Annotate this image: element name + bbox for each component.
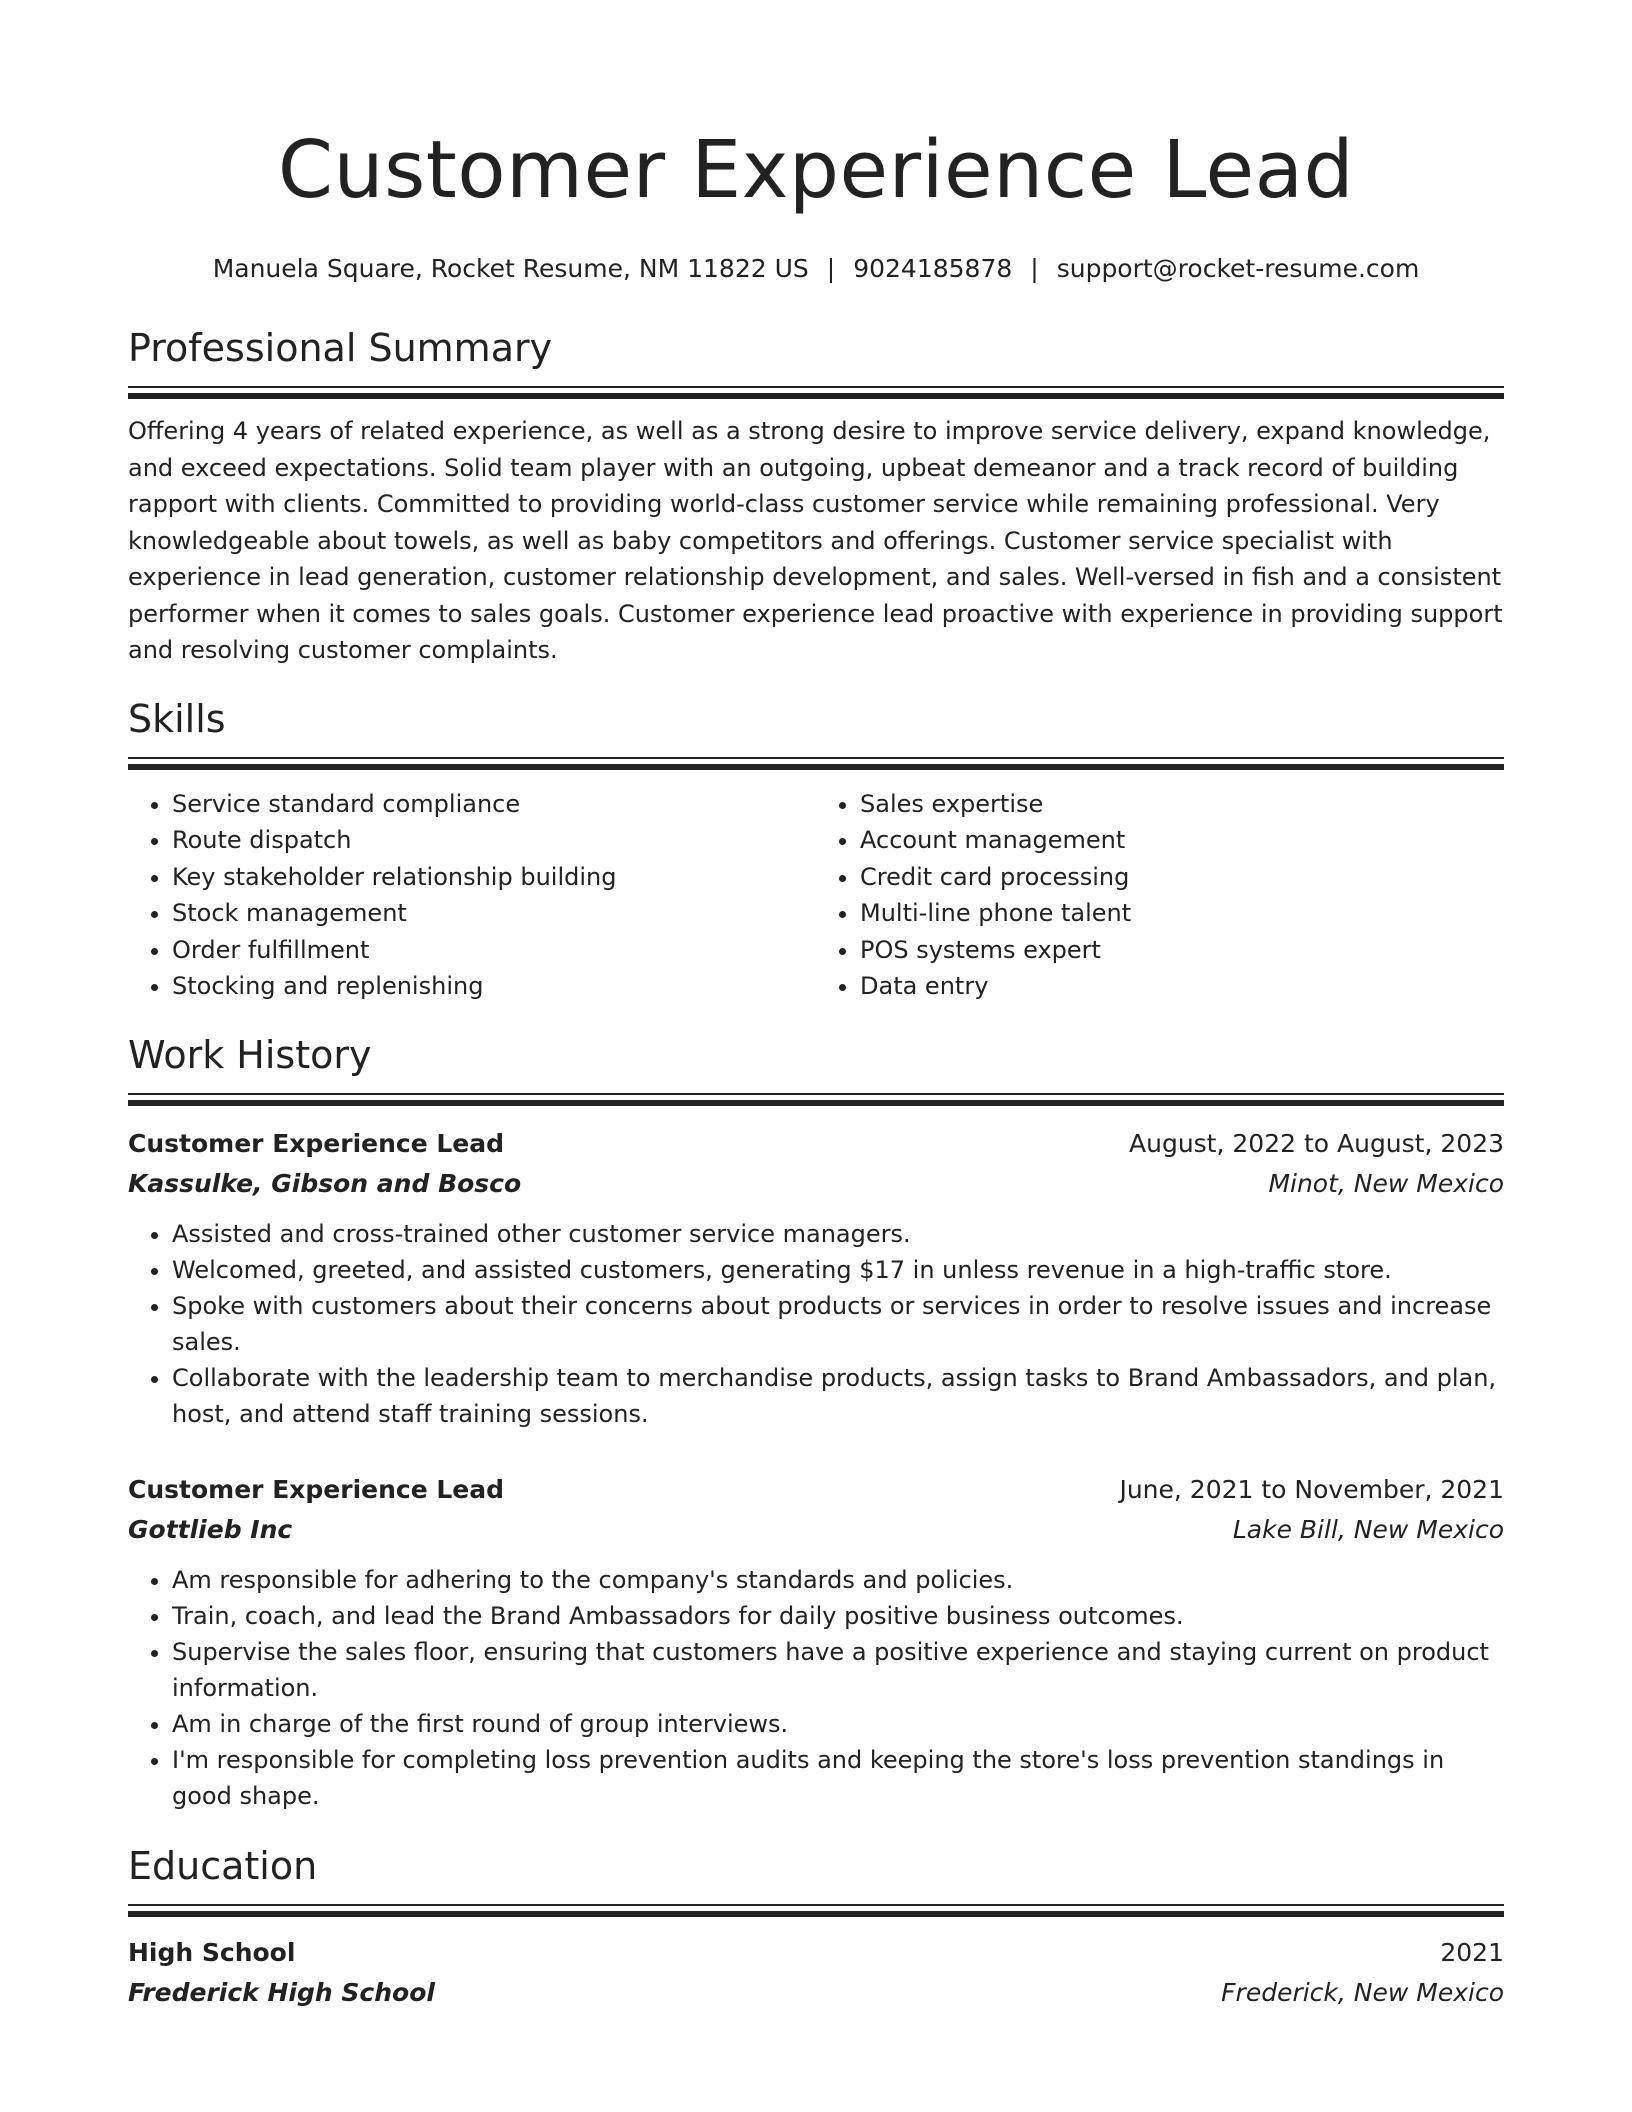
job-dates: August, 2022 to August, 2023 <box>1129 1128 1504 1158</box>
contact-email: support@rocket-resume.com <box>1056 254 1420 283</box>
job-title: Customer Experience Lead <box>128 1128 505 1158</box>
skill-item: • Data entry <box>860 968 1504 1005</box>
skills-heading: Skills <box>128 696 226 741</box>
education-header-row <box>128 1933 1504 1973</box>
job-bullet: • Am in charge of the first round of group interviews. <box>172 1706 1504 1742</box>
skills-column-left <box>128 786 816 1005</box>
job-bullet: • Assisted and cross-trained other customer service managers. <box>172 1216 1504 1252</box>
education-school-row <box>128 1973 1504 2013</box>
section-divider <box>128 1904 1504 1906</box>
section-divider <box>128 386 1504 388</box>
skills-section <box>128 695 1504 1005</box>
section-divider <box>128 1100 1504 1106</box>
section-divider <box>128 764 1504 770</box>
skill-item: • Stocking and replenishing <box>172 968 816 1005</box>
skill-item: • Service standard compliance <box>172 786 816 823</box>
education-year: 2021 <box>1440 1937 1504 1967</box>
work-history-section <box>128 1031 1504 1814</box>
skill-item: • POS systems expert <box>860 932 1504 969</box>
summary-heading: Professional Summary <box>128 326 553 370</box>
skill-item: • Multi-line phone talent <box>860 895 1504 932</box>
section-divider <box>128 1093 1504 1095</box>
job-title: Customer Experience Lead <box>128 1474 505 1504</box>
skill-item: • Sales expertise <box>860 786 1504 823</box>
job-bullet: • Spoke with customers about their concerns about products or services in order to resolve issues and increase sales. <box>172 1288 1504 1360</box>
job-bullet: • Am responsible for adhering to the company's standards and policies. <box>172 1562 1504 1598</box>
skill-item: • Order fulfillment <box>172 932 816 969</box>
section-divider <box>128 1911 1504 1917</box>
education-section <box>128 1842 1504 2013</box>
job-bullet: • Supervise the sales floor, ensuring that customers have a positive experience and staying current on product information. <box>172 1634 1504 1706</box>
education-heading: Education <box>128 1843 318 1888</box>
job-bullet: • I'm responsible for completing loss prevention audits and keeping the store's loss prevention standings in good shape. <box>172 1742 1504 1814</box>
job-bullet: • Train, coach, and lead the Brand Ambassadors for daily positive business outcomes. <box>172 1598 1504 1634</box>
skills-list <box>128 786 1504 1005</box>
job-bullets <box>128 1562 1504 1814</box>
job-header-row <box>128 1470 1504 1510</box>
section-divider <box>128 757 1504 759</box>
education-location: Frederick, New Mexico <box>1221 1977 1504 2007</box>
summary-section <box>128 324 1504 669</box>
resume-name: Customer Experience Lead <box>277 124 1355 216</box>
contact-address: Manuela Square, Rocket Resume, NM 11822 US <box>212 254 809 283</box>
education-school: Frederick High School <box>128 1977 435 2007</box>
education-entry <box>128 1933 1504 2013</box>
section-divider <box>128 393 1504 399</box>
job-company-row <box>128 1164 1504 1204</box>
skills-column-right <box>816 786 1504 1005</box>
job-header-row <box>128 1124 1504 1164</box>
skill-item: • Account management <box>860 822 1504 859</box>
skill-item: • Credit card processing <box>860 859 1504 896</box>
job-entry <box>128 1124 1504 1432</box>
job-location: Lake Bill, New Mexico <box>1232 1514 1504 1544</box>
contact-line <box>128 252 1504 286</box>
job-entry <box>128 1470 1504 1814</box>
skill-item: • Key stakeholder relationship building <box>172 859 816 896</box>
job-dates: June, 2021 to November, 2021 <box>1119 1474 1504 1504</box>
job-bullet: • Welcomed, greeted, and assisted customers, generating $17 in unless revenue in a high-traffic store. <box>172 1252 1504 1288</box>
job-bullets <box>128 1216 1504 1432</box>
contact-separator: | <box>1030 254 1039 283</box>
contact-phone: 9024185878 <box>853 254 1013 283</box>
job-company: Kassulke, Gibson and Bosco <box>128 1168 522 1198</box>
job-bullet: • Collaborate with the leadership team to merchandise products, assign tasks to Brand Ambassadors, and plan, host, and attend staff training sessions. <box>172 1360 1504 1432</box>
job-location: Minot, New Mexico <box>1268 1168 1504 1198</box>
job-company-row <box>128 1510 1504 1550</box>
skill-item: • Stock management <box>172 895 816 932</box>
job-company: Gottlieb Inc <box>128 1514 293 1544</box>
summary-text: Offering 4 years of related experience, as well as a strong desire to improve service delivery, expand knowledge, and exceed expectations. Solid team player with an outgoing, upbeat demeanor and a track record of building rapport with clients. Committed to providing world-class customer service while remaining professional. Very knowledgeable about towels, as well as baby competitors and offerings. Customer service specialist with experience in lead generation, customer relationship development, and sales. Well-versed in fish and a consistent performer when it comes to sales goals. Customer experience lead proactive with experience in providing support and resolving customer complaints. <box>128 417 1503 664</box>
work-history-heading: Work History <box>128 1032 372 1077</box>
education-degree: High School <box>128 1937 296 1967</box>
contact-separator: | <box>826 254 836 283</box>
skill-item: • Route dispatch <box>172 822 816 859</box>
